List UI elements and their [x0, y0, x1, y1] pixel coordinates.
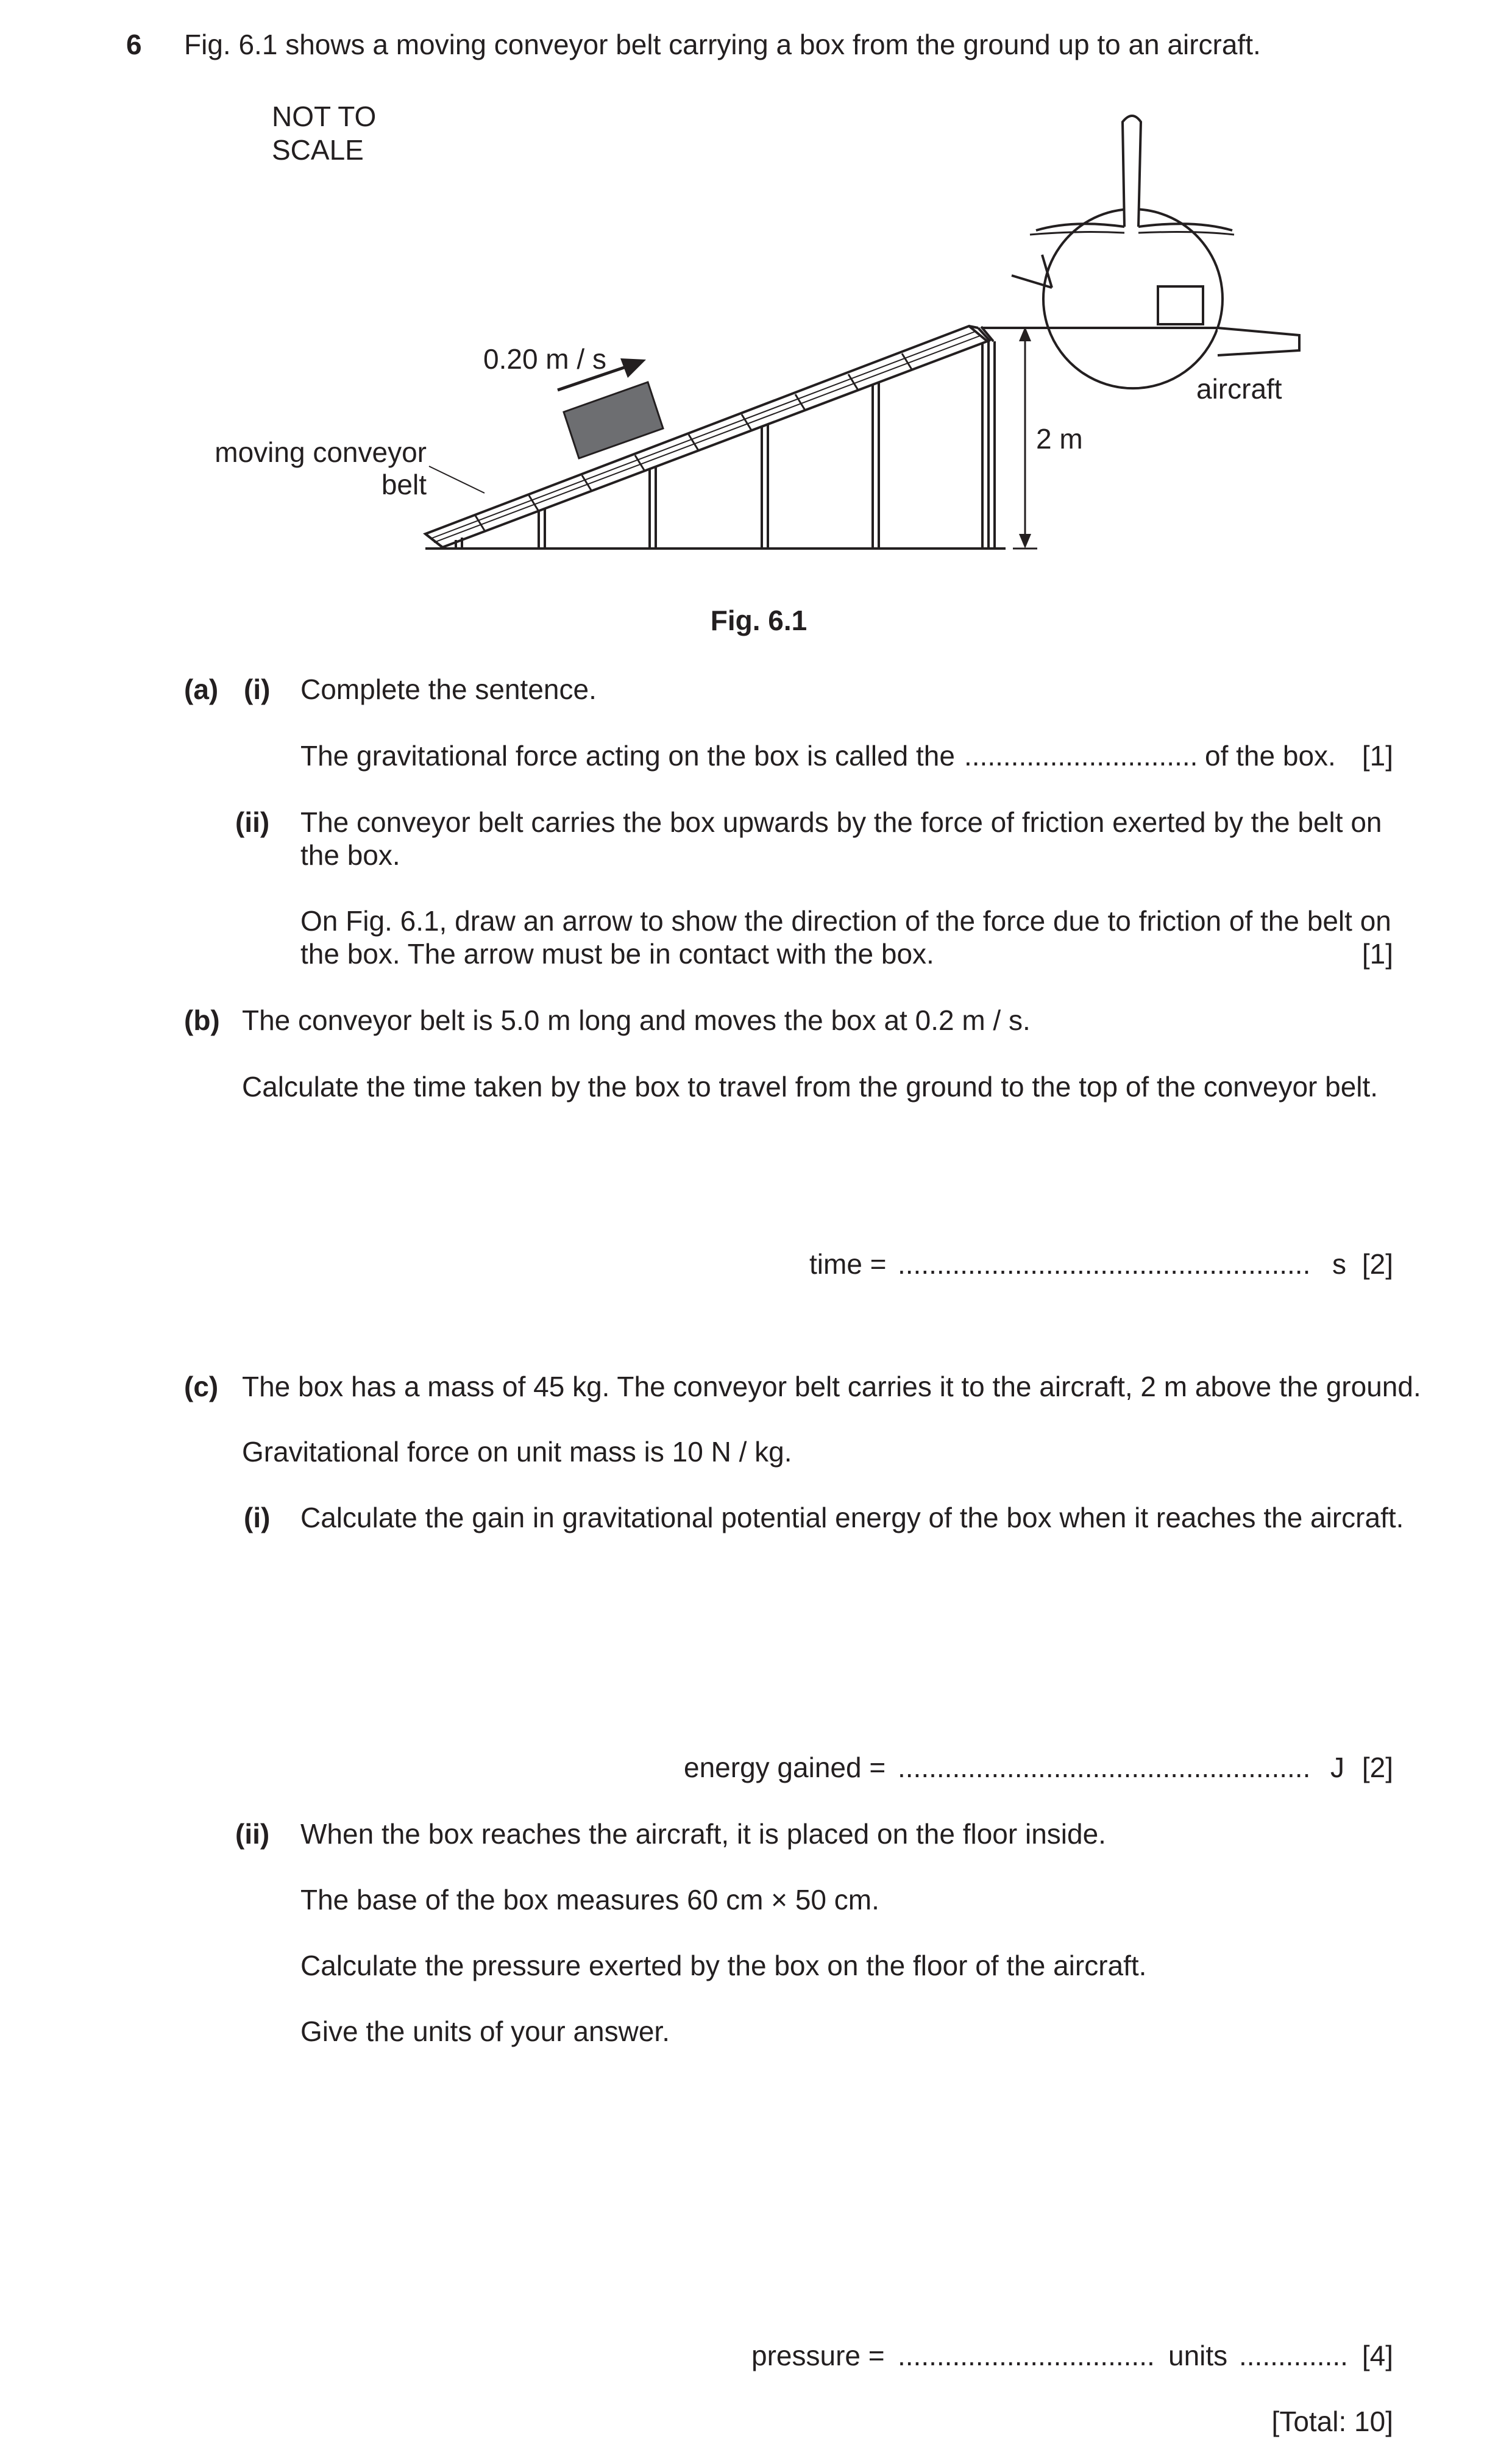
part-c-ii-line4: Give the units of your answer. [300, 2015, 670, 2047]
time-answer-field[interactable]: ..................................................... [898, 1248, 1311, 1280]
part-a-i-answer-dots[interactable]: .............................. [964, 740, 1198, 772]
units-label: units [1168, 2340, 1228, 2371]
part-a-i-marks: [1] [1361, 740, 1393, 772]
units-answer-field[interactable]: .............. [1239, 2340, 1348, 2371]
aircraft-tail-fin [1123, 116, 1141, 227]
time-answer-label: time = [809, 1248, 887, 1280]
part-c-ii-marks: [4] [1361, 2340, 1393, 2371]
part-c-line1: The box has a mass of 45 kg. The conveyor belt carries it to the aircraft, 2 m above the ground. [242, 1371, 1421, 1402]
box [564, 382, 663, 458]
part-a-ii-label: (ii) [235, 806, 270, 838]
question-number: 6 [126, 29, 142, 60]
part-c-ii-line2: The base of the box measures 60 cm × 50 cm. [300, 1884, 879, 1916]
part-c-ii-line3: Calculate the pressure exerted by the box on the floor of the aircraft. [300, 1950, 1147, 1981]
not-to-scale-line2: SCALE [272, 134, 364, 166]
question-intro: Fig. 6.1 shows a moving conveyor belt carrying a box from the ground up to an aircraft. [184, 29, 1261, 60]
not-to-scale-line1: NOT TO [272, 101, 377, 132]
part-a-ii-line3: On Fig. 6.1, draw an arrow to show the direction of the force due to friction of the belt on [300, 905, 1391, 937]
part-a-ii-line2: the box. [300, 839, 400, 871]
part-a-i-instruction: Complete the sentence. [300, 673, 597, 705]
part-b-label: (b) [184, 1004, 220, 1036]
part-b-line2: Calculate the time taken by the box to travel from the ground to the top of the conveyor belt. [242, 1071, 1379, 1103]
part-a-label: (a) [184, 673, 219, 705]
part-a-ii-line4: the box. The arrow must be in contact with the box. [300, 938, 934, 970]
part-c-i-text: Calculate the gain in gravitational potential energy of the box when it reaches the aircraft. [300, 1502, 1404, 1533]
belt-leader-line [429, 466, 484, 493]
part-c-i-marks: [2] [1361, 1752, 1393, 1783]
part-a-i-label: (i) [244, 673, 271, 705]
part-a-ii-line1: The conveyor belt carries the box upwards by the force of friction exerted by the belt on [300, 806, 1382, 838]
aircraft-label: aircraft [1196, 373, 1282, 405]
pressure-answer-label: pressure = [751, 2340, 885, 2371]
part-b-marks: [2] [1361, 1248, 1393, 1280]
part-c-ii-label: (ii) [235, 1818, 270, 1850]
pressure-answer-field[interactable]: ................................. [898, 2340, 1155, 2371]
box-inside-aircraft [1158, 286, 1203, 324]
speed-label: 0.20 m / s [483, 343, 606, 375]
belt-label-line1: moving conveyor [215, 436, 427, 468]
figure-conveyor-aircraft [0, 0, 1512, 636]
part-c-line2: Gravitational force on unit mass is 10 N / kg. [242, 1436, 792, 1468]
part-a-i-sentence-end: of the box. [1205, 740, 1336, 772]
figure-caption: Fig. 6.1 [710, 605, 807, 636]
part-c-ii-line1: When the box reaches the aircraft, it is placed on the floor inside. [300, 1818, 1106, 1850]
part-c-label: (c) [184, 1371, 219, 1402]
part-a-i-sentence-start: The gravitational force acting on the box is called the [300, 740, 955, 772]
velocity-arrow-head [620, 358, 646, 378]
part-b-line1: The conveyor belt is 5.0 m long and moves the box at 0.2 m / s. [242, 1004, 1031, 1036]
belt-label-line2: belt [381, 469, 427, 500]
energy-answer-unit: J [1330, 1752, 1344, 1783]
total-marks: [Total: 10] [1271, 2406, 1393, 2437]
time-answer-unit: s [1332, 1248, 1346, 1280]
part-a-ii-marks: [1] [1361, 938, 1393, 970]
energy-answer-label: energy gained = [684, 1752, 886, 1783]
part-c-i-label: (i) [244, 1502, 271, 1533]
aircraft-wing [1218, 328, 1299, 355]
energy-answer-field[interactable]: ..................................................... [898, 1752, 1311, 1783]
height-label: 2 m [1036, 423, 1083, 455]
